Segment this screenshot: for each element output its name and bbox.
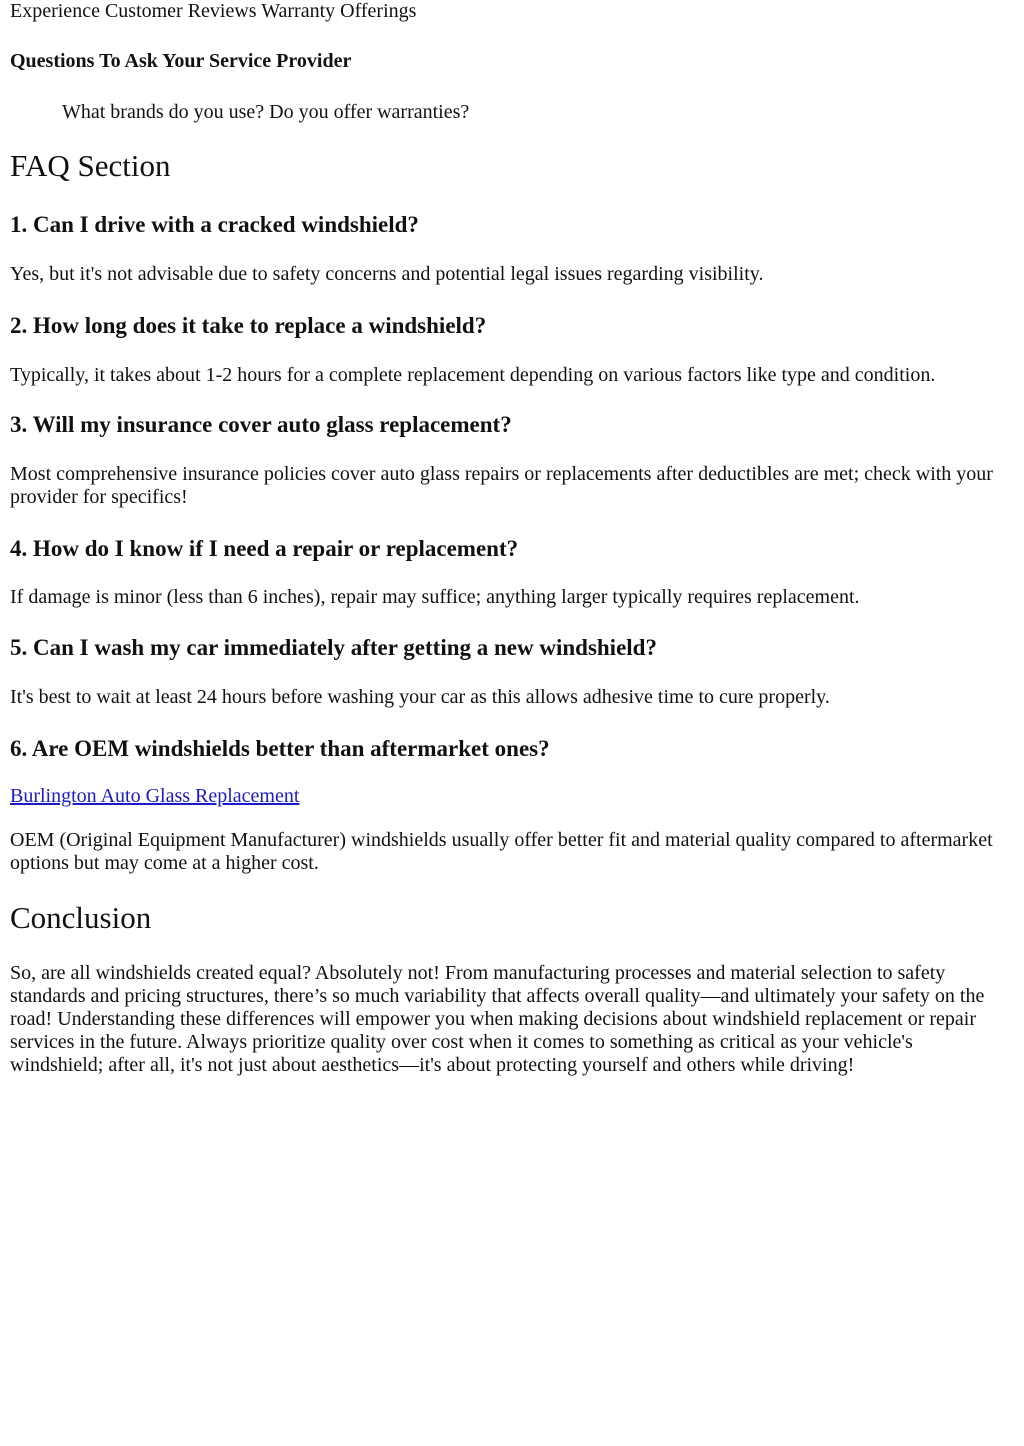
faq-question-1: 1. Can I drive with a cracked windshield? (10, 212, 419, 237)
questions-heading: Questions To Ask Your Service Provider (10, 50, 352, 72)
faq-answer-4: If damage is minor (less than 6 inches), repair may suffice; anything larger typically requires replacement. (10, 586, 860, 608)
conclusion-title: Conclusion (10, 900, 152, 935)
faq-question-4: 4. How do I know if I need a repair or replacement? (10, 536, 519, 561)
faq-question-5: 5. Can I wash my car immediately after getting a new windshield? (10, 635, 657, 660)
faq-answer-2: Typically, it takes about 1-2 hours for a complete replacement depending on various factors like type and condition. (10, 364, 936, 386)
faq-answer-3: Most comprehensive insurance policies cover auto glass repairs or replacements after deductibles are met; check with your provider for specifics! (10, 463, 993, 508)
conclusion-body: So, are all windshields created equal? Absolutely not! From manufacturing processes and material selection to safety standards and pricing structures, there’s so much variability that affects overall quality—and ultimately your safety on the road! Understanding these differences will empower you when making decisions about windshield replacement or repair services in the future. Always prioritize quality over cost when it comes to something as critical as your vehicle's windshield; after all, it's not just about aesthetics—it's about protecting yourself and others while driving! (10, 962, 985, 1076)
faq-question-2: 2. How long does it take to replace a windshield? (10, 313, 487, 338)
faq-answer-6: OEM (Original Equipment Manufacturer) windshields usually offer better fit and material quality compared to aftermarket options but may come at a higher cost. (10, 829, 993, 874)
faq-question-6: 6. Are OEM windshields better than aftermarket ones? (10, 736, 550, 761)
faq-question-3: 3. Will my insurance cover auto glass replacement? (10, 412, 512, 437)
faq-answer-1: Yes, but it's not advisable due to safety concerns and potential legal issues regarding visibility. (10, 263, 764, 285)
faq-title: FAQ Section (10, 148, 171, 183)
burlington-auto-glass-link[interactable]: Burlington Auto Glass Replacement (10, 785, 300, 807)
intro-line: Experience Customer Reviews Warranty Offerings (10, 0, 417, 22)
questions-quote: What brands do you use? Do you offer warranties? (62, 101, 470, 123)
faq-answer-5: It's best to wait at least 24 hours before washing your car as this allows adhesive time to cure properly. (10, 686, 830, 708)
